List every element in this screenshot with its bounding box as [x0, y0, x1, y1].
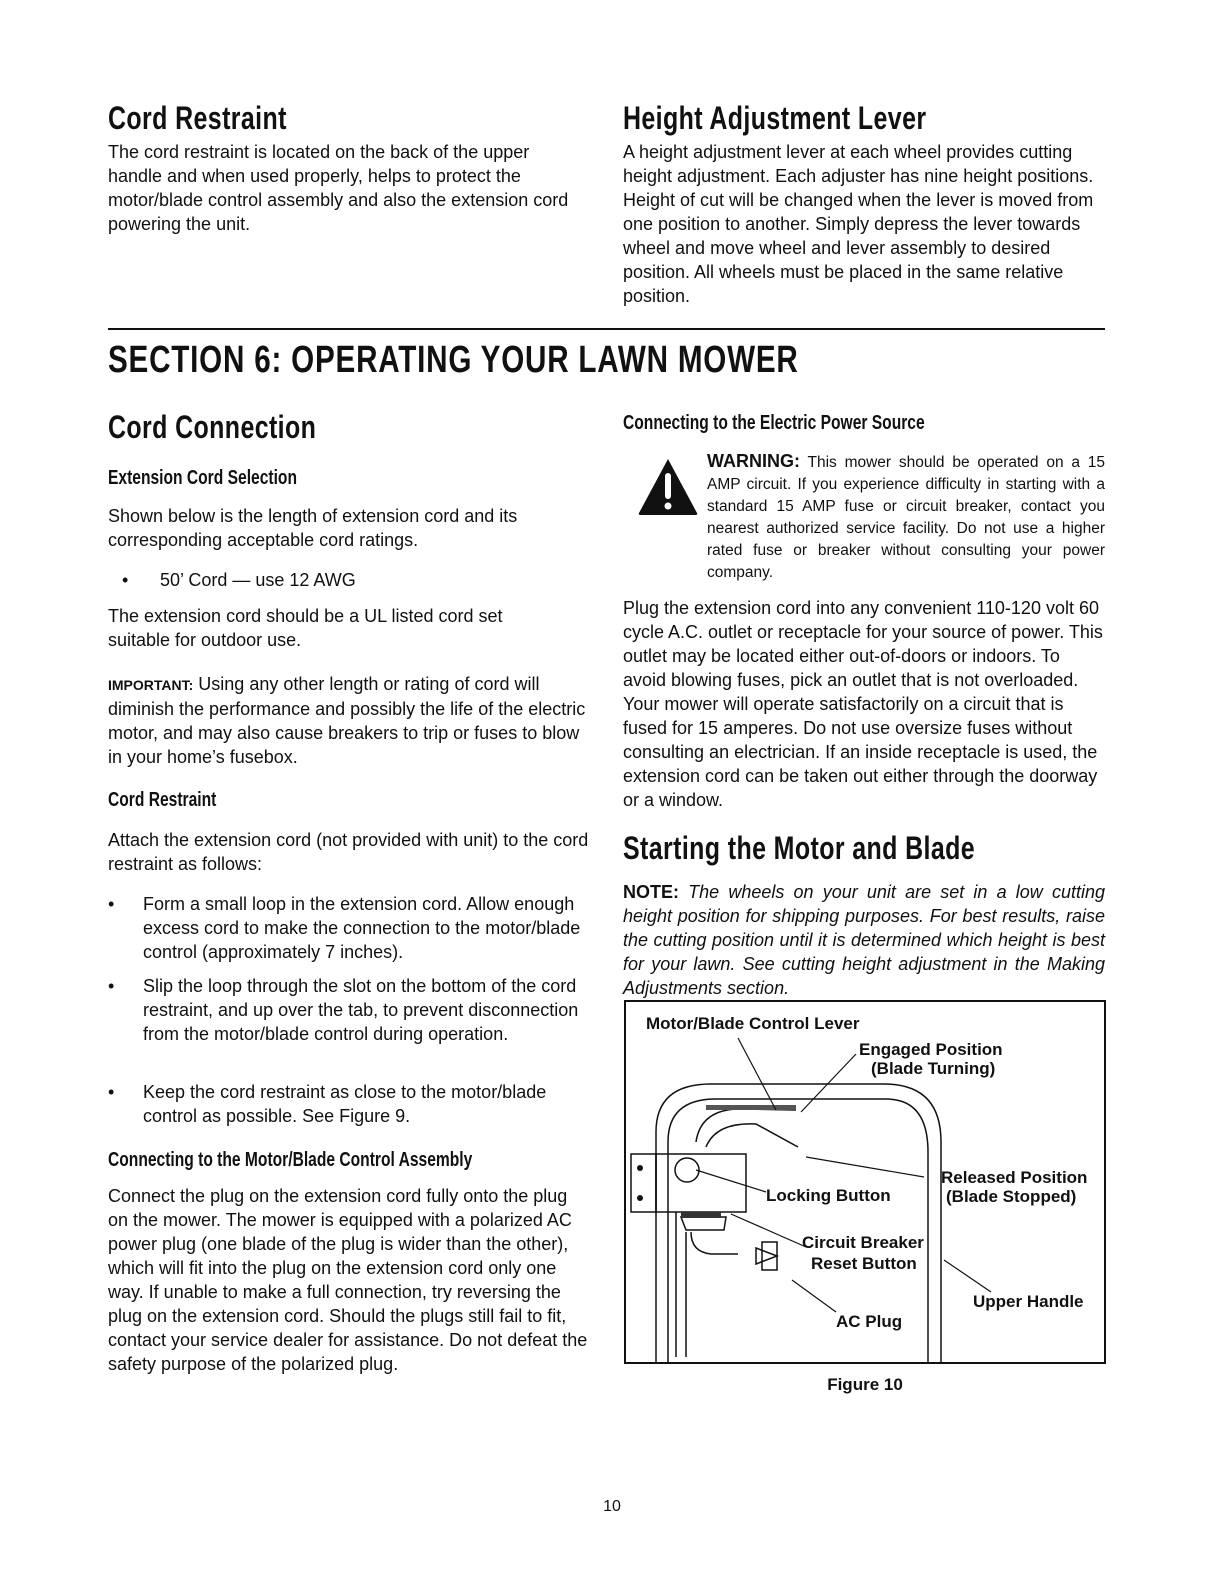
- ul-listed-text: The extension cord should be a UL listed cord set suitable for outdoor use.: [108, 606, 503, 650]
- label-engaged-position: Engaged Position: [859, 1040, 1003, 1059]
- label-released-position: Released Position: [941, 1168, 1088, 1187]
- important-note: [108, 672, 590, 769]
- figure-caption: Figure 10: [827, 1375, 903, 1394]
- bullet-text: Slip the loop through the slot on the bottom of the cord restraint, and up over the tab, to prevent disconnection from the motor/blade control during operation.: [143, 976, 579, 1044]
- figure-10: [624, 1000, 1106, 1364]
- label-ac-plug: AC Plug: [836, 1312, 903, 1331]
- list-item: [108, 974, 590, 1070]
- label-blade-stopped: (Blade Stopped): [946, 1187, 1077, 1206]
- bullet-icon: •: [108, 1082, 115, 1102]
- starting-motor-heading: Starting the Motor and Blade: [623, 830, 976, 866]
- cord-restraint-text: The cord restraint is located on the back of the upper handle and when used properly, helps to protect the motor/blade control assembly and also the extension cord powering the unit.: [108, 142, 569, 234]
- note-body: The wheels on your unit are set in a low cutting height position for shipping purposes. For best results, raise the cutting position until it is determined which height is best for your lawn. See cutting height adjustment in the Making Adjustments section.: [623, 882, 1105, 998]
- motor-blade-assembly-heading: Connecting to the Motor/Blade Control Assembly: [108, 1149, 473, 1171]
- label-locking-button: Locking Button: [766, 1186, 891, 1205]
- cord-restraint-intro: Attach the extension cord (not provided with unit) to the cord restraint as follows:: [108, 830, 589, 874]
- motor-blade-assembly-text: Connect the plug on the extension cord fully onto the plug on the mower. The mower is equipped with a polarized AC power plug (one blade of the plug is wider than the other), which will fit into the plug on the extension cord only one way. If unable to make a full connection, try reversing the plug on the extension cord. Should the plugs still fail to fit, contact your service dealer for assistance. Do not defeat the safety purpose of the polarized plug.: [108, 1186, 588, 1374]
- list-item: [108, 892, 590, 964]
- bullet-icon: •: [122, 570, 129, 590]
- label-reset-button: Reset Button: [811, 1254, 917, 1273]
- note-label: NOTE:: [623, 882, 679, 902]
- power-source-heading: Connecting to the Electric Power Source: [623, 412, 925, 434]
- label-control-lever: Motor/Blade Control Lever: [646, 1014, 860, 1033]
- cord-rating-bullet: [122, 568, 602, 592]
- warning-body: This mower should be operated on a 15 AMP circuit. If you experience difficulty in starting with a standard 15 AMP fuse or circuit breaker, contact you nearest authorized service facility. Do not use a higher rated fuse or breaker without consulting your power company.: [707, 454, 1105, 581]
- cord-restraint-subheading: Cord Restraint: [108, 789, 217, 811]
- label-circuit-breaker: Circuit Breaker: [802, 1233, 924, 1252]
- extension-cord-selection-heading: Extension Cord Selection: [108, 467, 297, 489]
- note-text: [623, 880, 1105, 1000]
- power-source-text: Plug the extension cord into any convenient 110-120 volt 60 cycle A.C. outlet or receptacle for your source of power. This outlet may be located either out-of-doors or indoors. To avoid blowing fuses, pick an outlet that is not overloaded. Your mower will operate satisfactorily on a circuit that is fused for 15 amperes. Do not use oversize fuses without consulting an electrician. If an inside receptacle is used, the extension cord can be taken out either through the doorway or a window.: [623, 598, 1103, 810]
- section-title: SECTION 6: OPERATING YOUR LAWN MOWER: [108, 339, 799, 381]
- bullet-text: 50’ Cord — use 12 AWG: [160, 570, 356, 590]
- warning-label: WARNING:: [707, 451, 800, 471]
- bullet-text: Keep the cord restraint as close to the motor/blade control as possible. See Figure 9.: [143, 1082, 547, 1126]
- section-divider: [108, 328, 1105, 330]
- important-text: Using any other length or rating of cord will diminish the performance and possibly the life of the electric motor, and may also cause breakers to trip or fuses to blow in your home’s fusebox.: [108, 674, 586, 767]
- page-number: 10: [603, 1498, 621, 1515]
- bullet-text: Form a small loop in the extension cord. Allow enough excess cord to make the connection to the motor/blade control (approximately 7 inches).: [143, 894, 581, 962]
- label-blade-turning: (Blade Turning): [871, 1059, 996, 1078]
- label-upper-handle: Upper Handle: [973, 1292, 1084, 1311]
- warning-icon: [637, 457, 699, 517]
- cord-connection-heading: Cord Connection: [108, 409, 317, 445]
- extension-cord-intro: Shown below is the length of extension cord and its corresponding acceptable cord ratings.: [108, 506, 518, 550]
- warning-text: [707, 450, 1105, 584]
- important-label: IMPORTANT:: [108, 677, 194, 693]
- cord-restraint-heading: Cord Restraint: [108, 100, 287, 136]
- height-adjustment-heading: Height Adjustment Lever: [623, 100, 927, 136]
- height-adjustment-text: A height adjustment lever at each wheel provides cutting height adjustment. Each adjuster has nine height positions. Height of cut will be changed when the lever is moved from one position to another. Simply depress the lever towards wheel and move wheel and lever assembly to desired position. All wheels must be placed in the same relative position.: [623, 142, 1094, 306]
- bullet-icon: •: [108, 894, 115, 914]
- bullet-icon: •: [108, 976, 115, 996]
- list-item: [108, 1080, 590, 1128]
